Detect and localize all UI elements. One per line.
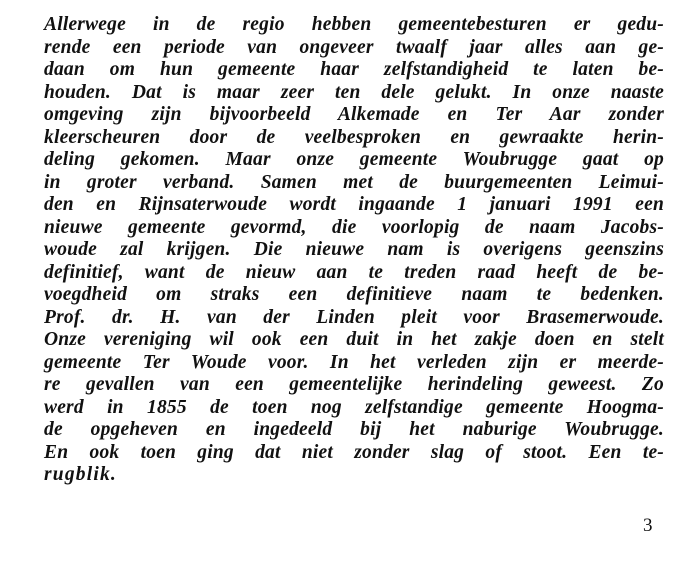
body-paragraph xyxy=(44,14,664,487)
paragraph-line: omgeving zijn bijvoorbeeld Alkemade en Ter Aar zonder xyxy=(44,104,664,125)
paragraph-line: gemeente Ter Woude voor. In het verleden zijn er meerde- xyxy=(44,351,664,373)
paragraph-line: daan om hun gemeente haar zelfstandigheid te laten be- xyxy=(44,59,664,80)
paragraph-line: den en Rijnsaterwoude wordt ingaande 1 januari 1991 een xyxy=(44,194,664,215)
page-number: 3 xyxy=(643,515,653,536)
paragraph-line: Prof. dr. H. van der Linden pleit voor Brasemerwoude. xyxy=(44,306,664,328)
paragraph-line: definitief, want de nieuw aan te treden raad heeft de be- xyxy=(44,261,664,283)
paragraph-line: houden. Dat is maar zeer ten dele gelukt. In onze naaste xyxy=(44,81,664,103)
paragraph-line: nieuwe gemeente gevormd, die voorlopig de naam Jacobs- xyxy=(44,216,664,238)
paragraph-line: rende een periode van ongeveer twaalf jaar alles aan ge- xyxy=(44,36,664,58)
paragraph-line: re gevallen van een gemeentelijke herindeling geweest. Zo xyxy=(44,374,664,395)
paragraph-line: de opgeheven en ingedeeld bij het naburige Woubrugge. xyxy=(44,419,664,440)
paragraph-line: voegdheid om straks een definitieve naam te bedenken. xyxy=(44,284,664,305)
paragraph-line: werd in 1855 de toen nog zelfstandige gemeente Hoogma- xyxy=(44,396,664,418)
paragraph-line: Allerwege in de regio hebben gemeentebesturen er gedu- xyxy=(44,14,664,35)
paragraph-line: kleerscheuren door de veelbesproken en gewraakte herin- xyxy=(44,126,664,148)
paragraph-line: deling gekomen. Maar onze gemeente Woubrugge gaat op xyxy=(44,149,664,170)
paragraph-line: rugblik. xyxy=(44,464,117,485)
paragraph-line: in groter verband. Samen met de buurgemeenten Leimui- xyxy=(44,171,664,193)
paragraph-line: En ook toen ging dat niet zonder slag of stoot. Een te- xyxy=(44,441,664,463)
paragraph-line: woude zal krijgen. Die nieuwe nam is overigens geenszins xyxy=(44,239,664,260)
paragraph-line: Onze vereniging wil ook een duit in het zakje doen en stelt xyxy=(44,329,664,350)
